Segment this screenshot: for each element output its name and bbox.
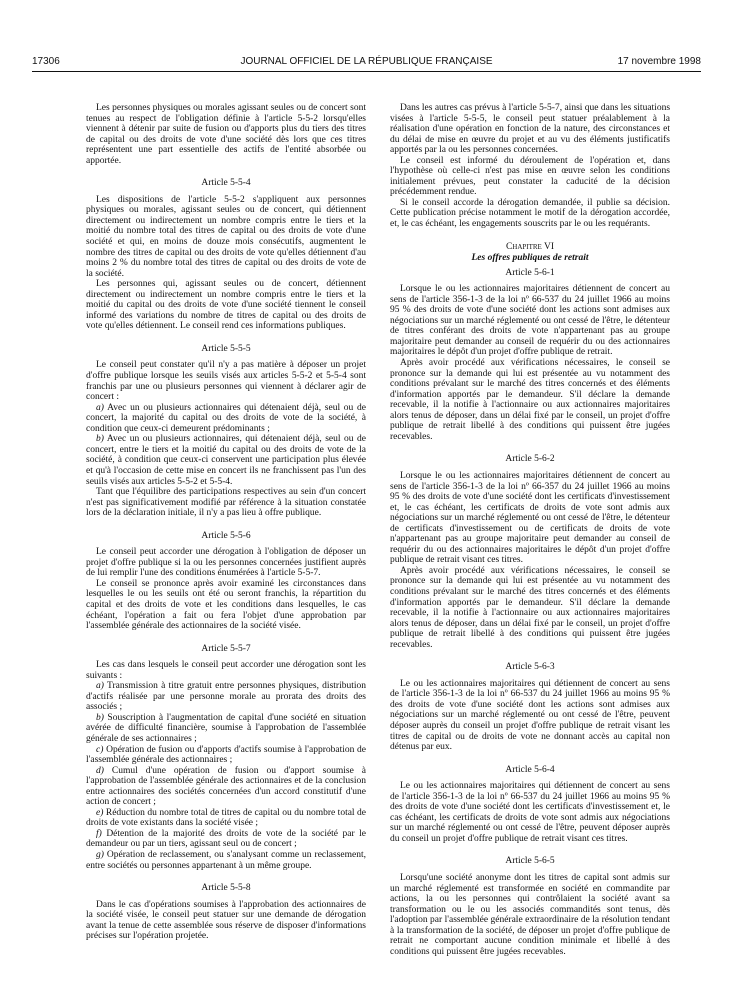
list-item-text: Avec un ou plusieurs actionnaires, qui détenaient déjà, seul ou de concert, entre le tiers et la moitié du capital ou des droits de vote de la société, à condition que ceux-ci conservent une participation plus élevée et qu'à l'occasion de cette mise en concert ils ne franchissent pas l'un des seuils visés aux articles 5-5-2 et 5-5-4. <box>86 434 366 487</box>
list-item <box>86 808 366 829</box>
left-text-column <box>86 103 366 942</box>
right-text-column <box>390 103 670 957</box>
publication-date: 17 novembre 1998 <box>617 56 701 67</box>
paragraph: Lorsqu'une société anonyme dont les titres de capital sont admis sur un marché réglementé est transformée en société en commandite par actions, la ou les personnes qui contrôlaient la société avant sa transformation ou le ou les associés commandités sont tenus, dès l'adoption par l'assemblée générale extraordinaire de la résolution tendant à la transformation de la société, de déposer un projet d'offre publique de retrait ne comportant aucune condition minimale et libellé à des conditions qui puissent être jugées recevables. <box>390 873 670 957</box>
paragraph: Le conseil se prononce après avoir examiné les circonstances dans lesquelles le ou les seuils ont été ou seront franchis, la répartition du capital et des droits de vote et les conditions dans lesquelles, le cas échéant, l'opération a fait ou fera l'objet d'une approbation par l'assemblée générale des actionnaires de la société visée. <box>86 578 366 632</box>
list-item <box>86 745 366 766</box>
paragraph: Dans le cas d'opérations soumises à l'approbation des actionnaires de la société visée, le conseil peut statuer sur une demande de dérogation avant la tenue de cette assemblée sous réserve de disposer d'informations précises sur l'opération projetée. <box>86 899 366 942</box>
article-heading: Article 5-6-5 <box>505 856 555 867</box>
page-number: 17306 <box>32 56 60 67</box>
list-item-text: Opération de fusion ou d'apports d'actifs soumise à l'approbation de l'assemblée générale des actionnaires ; <box>86 744 367 766</box>
article-heading: Article 5-5-8 <box>201 883 251 894</box>
paragraph: Le conseil peut constater qu'il n'y a pas matière à déposer un projet d'offre publique lorsque les seuils visés aux articles 5-5-2 et 5-5-4 sont franchis par une ou plusieurs personnes qui viennent à déclarer agir de concert : <box>86 360 366 403</box>
chapter-heading: Chapitre VI <box>505 241 555 252</box>
paragraph: Tant que l'équilibre des participations respectives au sein d'un concert n'est pas significativement modifié par référence à la situation constatée lors de la déclaration initiale, il n'y a pas lieu à offre publique. <box>86 487 366 519</box>
paragraph: Les dispositions de l'article 5-5-2 s'appliquent aux personnes physiques ou morales, agissant seules ou de concert, qui détiennent directement ou indirectement un nombre compris entre le tiers et la moitié du nombre total des titres de capital ou des droits de vote d'une société et qui, en moins de douze mois consécutifs, augmentent le nombre des titres de capital ou des droits de vote qu'elles détiennent d'au moins 2 % du nombre total des titres de capital ou des droits de vote de la société. <box>86 194 366 279</box>
paragraph: Le conseil peut accorder une dérogation à l'obligation de déposer un projet d'offre publique si la ou les personnes concernées justifient auprès de lui remplir l'une des conditions énumérées à l'article 5-5-7. <box>86 547 366 579</box>
paragraph: Le ou les actionnaires majoritaires qui détiennent de concert au sens de l'article 356-1-3 de la loi nº 66-537 du 24 juillet 1966 au moins 95 % des droits de vote d'une société dont les actions sont admises aux négociations sur un marché réglementé ou ont cessé de l'être, peuvent déposer auprès du conseil un projet d'offre publique de retrait visant les titres de capital ou de droits de vote ne donnant accès au capital non détenus par eux. <box>390 678 670 753</box>
list-item-label: d) <box>96 765 104 776</box>
article-heading: Article 5-6-3 <box>505 662 555 673</box>
list-item-label: a) <box>96 402 104 413</box>
article-heading: Article 5-6-2 <box>505 454 555 465</box>
chapter-title: Les offres publiques de retrait <box>471 253 589 264</box>
article-heading: Article 5-6-1 <box>505 267 555 278</box>
paragraph: Lorsque le ou les actionnaires majoritaires détiennent de concert au sens de l'article 356-1-3 de la loi nº 66-537 du 24 juillet 1966 au moins 95 % des droits de vote d'une société dont les actions sont admises aux négociations sur un marché réglementé ou ont cessé de l'être, le détenteur de titres conférant des droits de vote n'appartenant pas au groupe majoritaire peut demander au conseil de requérir du ou des actionnaires majoritaires le dépôt d'un projet d'offre publique de retrait. <box>390 284 670 358</box>
journal-title: JOURNAL OFFICIEL DE LA RÉPUBLIQUE FRANÇAISE <box>240 56 493 67</box>
list-item <box>86 713 366 745</box>
list-item-label: b) <box>96 434 104 445</box>
paragraph: Les personnes qui, agissant seules ou de concert, détiennent directement ou indirectement un nombre compris entre le tiers et la moitié du capital ou des droits de vote d'une société tiennent le conseil informé des variations du nombre de titres de capital ou des droits de vote qu'elles détiennent. Le conseil rend ces informations publiques. <box>86 279 366 332</box>
list-item-text: Cumul d'une opération de fusion ou d'apport soumise à l'approbation de l'assemblée générale des actionnaires et de la conclusion entre actionnaires des sociétés concernées d'un accord constitutif d'une action de concert ; <box>86 765 366 808</box>
list-item <box>86 766 366 808</box>
list-item <box>86 829 366 850</box>
list-item-text: Détention de la majorité des droits de vote de la société par le demandeur ou par un tiers, agissant seul ou de concert ; <box>86 828 367 850</box>
header-rule <box>32 71 701 72</box>
list-item-text: Réduction du nombre total de titres de capital ou du nombre total de droits de vote existants dans la société visée ; <box>86 807 366 829</box>
article-heading: Article 5-5-6 <box>201 530 251 541</box>
list-item <box>86 403 366 435</box>
paragraph: Les personnes physiques ou morales agissant seules ou de concert sont tenues au respect de l'obligation définie à l'article 5-5-2 lorsqu'elles viennent à détenir par suite de fusion ou d'apports plus du tiers des titres de capital ou des droits de vote d'une société dès lors que ces titres représentent une part essentielle des actifs de l'entité absorbée ou apportée. <box>86 103 366 166</box>
list-item-text: Souscription à l'augmentation de capital d'une société en situation avérée de difficulté financière, soumise à l'approbation de l'assemblée générale de ses actionnaires ; <box>86 712 366 744</box>
paragraph: Si le conseil accorde la dérogation demandée, il publie sa décision. Cette publication précise notamment le motif de la dérogation accordée, et, le cas échéant, les engagements souscrits par le ou les requérants. <box>390 197 670 230</box>
list-item <box>86 850 366 871</box>
paragraph: Après avoir procédé aux vérifications nécessaires, le conseil se prononce sur la demande qui lui est présentée au vu notamment des conditions prévalant sur le marché des titres concernés et des éléments d'information apportés par le demandeur. S'il déclare la demande recevable, il la notifie à l'actionnaire ou aux actionnaires majoritaires alors tenus de déposer, dans un délai fixé par le conseil, un projet d'offre publique de retrait libellé à des conditions qui puissent être jugées recevables. <box>390 358 670 442</box>
paragraph: Le ou les actionnaires majoritaires qui détiennent de concert au sens de l'article 356-1-3 de la loi nº 66-537 du 24 juillet 1966 au moins 95 % des droits de vote d'une société dont les certificats d'investissement et, le cas échéant, les certificats de droits de vote sont admis aux négociations sur un marché réglementé ou ont cessé de l'être, peuvent déposer auprès du conseil un projet d'offre publique de retrait visant ces titres. <box>390 781 670 844</box>
paragraph: Lorsque le ou les actionnaires majoritaires détiennent de concert au sens de l'article 356-1-3 de la loi nº 66-357 du 24 juillet 1966 au moins 95 % des droits de vote d'une société dont les certificats d'investissement et, le cas échéant, les certificats de droits de vote sont admis aux négociations sur un marché réglementé ou ont cessé de l'être, le détenteur de certificats d'investissement ou de certificats de droits de vote n'appartenant pas au groupe majoritaire peut demander au conseil de requérir du ou des actionnaires majoritaires le dépôt d'un projet d'offre publique de retrait visant ces titres. <box>390 470 670 566</box>
list-item-label: f) <box>96 828 102 839</box>
article-heading: Article 5-5-4 <box>201 178 251 189</box>
article-heading: Article 5-5-7 <box>201 643 251 654</box>
paragraph: Le conseil est informé du déroulement de l'opération et, dans l'hypothèse où celle-ci n'est pas mise en œuvre selon les conditions initialement prévues, peut constater la caducité de la décision précédemment rendue. <box>390 155 670 198</box>
list-item <box>86 434 366 487</box>
page-header <box>32 56 701 70</box>
list-item-label: a) <box>96 681 104 692</box>
list-item-label: g) <box>96 850 104 860</box>
paragraph: Après avoir procédé aux vérifications nécessaires, le conseil se prononce sur la demande qui lui est présentée au vu notamment des conditions prévalant sur le marché des titres concernés et des éléments d'information apportés par le demandeur. S'il déclare la demande recevable, il la notifie à l'actionnaire ou aux actionnaires majoritaires alors tenus de déposer, dans un délai fixé par le conseil, un projet d'offre publique de retrait libellé à des conditions qui puissent être jugées recevables. <box>390 565 670 650</box>
list-item-label: b) <box>96 712 104 723</box>
list-item <box>86 681 366 713</box>
list-item-label: e) <box>96 807 104 818</box>
list-item-text: Avec un ou plusieurs actionnaires qui détenaient déjà, seul ou de concert, la majorité du capital ou des droits de vote de la société, à condition que ceux-ci demeurent prédominants ; <box>86 402 366 434</box>
article-heading: Article 5-6-4 <box>505 764 555 775</box>
list-item-text: Opération de reclassement, ou s'analysant comme un reclassement, entre sociétés ou personnes appartenant à un même groupe. <box>86 850 366 871</box>
paragraph: Dans les autres cas prévus à l'article 5-5-7, ainsi que dans les situations visées à l'article 5-5-5, le conseil peut statuer préalablement à la réalisation d'une opération en fonction de la nature, des circonstances et du délai de mise en œuvre du projet et au vu des éléments justificatifs apportés par la ou les personnes concernées. <box>390 103 671 156</box>
list-item-text: Transmission à titre gratuit entre personnes physiques, distribution d'actifs réalisée par une personne morale au prorata des droits des associés ; <box>86 681 366 713</box>
article-heading: Article 5-5-5 <box>201 343 251 354</box>
list-item-label: c) <box>96 744 104 755</box>
paragraph: Les cas dans lesquels le conseil peut accorder une dérogation sont les suivants : <box>86 660 366 681</box>
